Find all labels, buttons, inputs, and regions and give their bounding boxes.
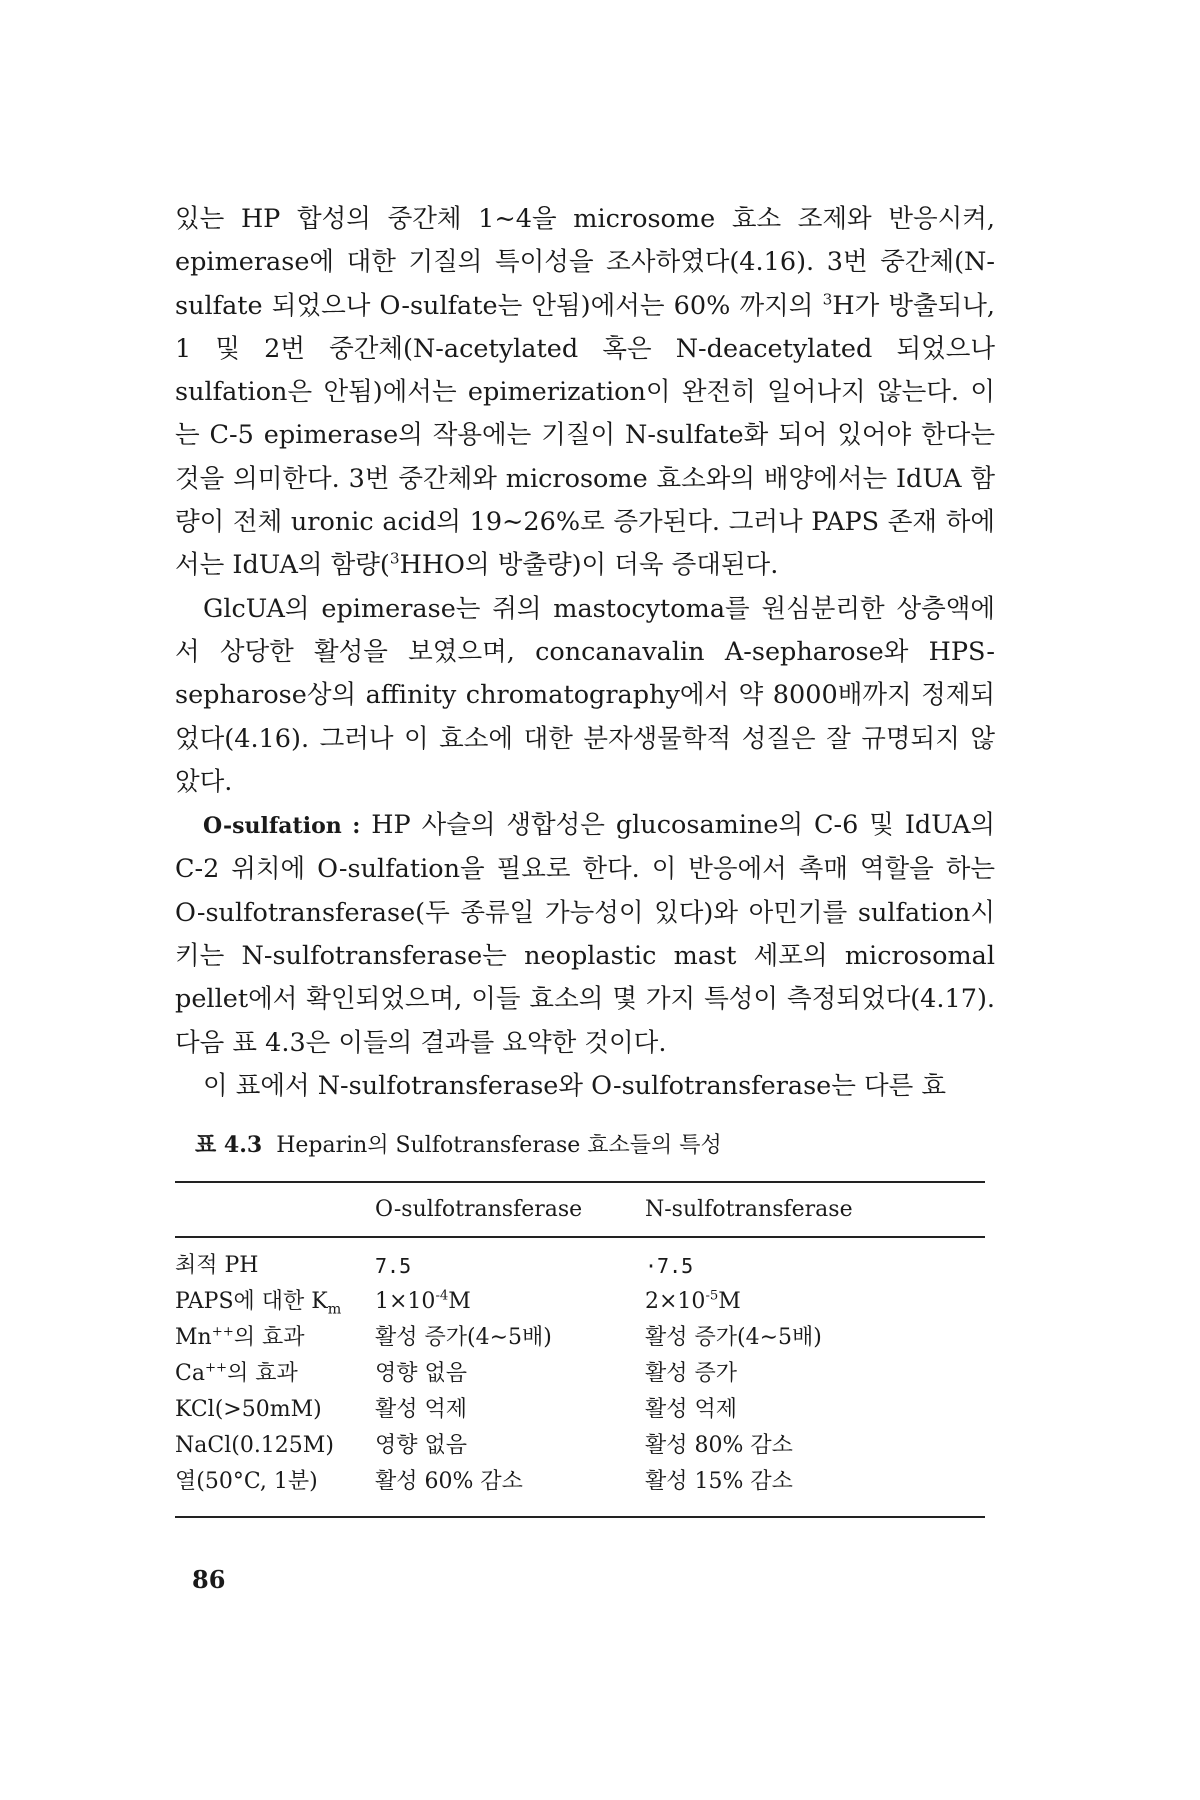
- table-header-empty: [175, 1182, 375, 1237]
- paragraph-epimerase-specificity: 있는 HP 합성의 중간체 1∼4을 microsome 효소 조제와 반응시켜, epimerase에 대한 기질의 특이성을 조사하였다(4.16). 3번 중간체(N-sulfate 되었으나 O-sulfate는 안됨)에서는 60% 까지의 $^3$H가 방출되나, 1 및 2번 중간체(N-acetylated 혹은 N-deacetylated 되었으나 sulfation은 안됨)에서는 epimerization이 완전히 일어나지 않는다. 이는 C-5 epimerase의 작용에는 기질이 N-sulfate화 되어 있어야 한다는 것을 의미한다. 3번 중간체와 microsome 효소와의 배양에서는 IdUA 함량이 전체 uronic acid의 19∼26%로 증가된다. 그러나 PAPS 존재 하에서는 IdUA의 함량($^3$HHO의 방출량)이 더욱 증대된다.: [175, 204, 996, 581]
- page-number: 86: [192, 1565, 226, 1594]
- paragraph-table-intro: 이 표에서 N-sulfotransferase와 O-sulfotransferase는 다른 효: [203, 1070, 947, 1101]
- table-row: KCl(>50mM) 활성 억제 활성 억제: [175, 1397, 738, 1423]
- paragraph-o-sulfation: O-sulfation : HP 사슬의 생합성은 glucosamine의 C-6 및 IdUA의 C-2 위치에 O-sulfation을 필요로 한다. 이 반응에서 촉매 역할을 하는 O-sulfotransferase(두 종류일 가능성이 있다)와 아민기를 sulfation시키는 N-sulfotransferase는 neoplastic mast 세포의 microsomal pellet에서 확인되었으며, 이들 효소의 몇 가지 특성이 측정되었다(4.17). 다음 표 4.3은 이들의 결과를 요약한 것이다.: [175, 810, 995, 1058]
- sulfotransferase-table: [175, 1181, 985, 1518]
- table-header-row: [175, 1182, 985, 1237]
- document-page: [175, 198, 995, 1518]
- paragraph-glcua-epimerase: GlcUA의 epimerase는 쥐의 mastocytoma를 원심분리한 상층액에서 상당한 활성을 보였으며, concanavalin A-sepharose와 HPS-sepharose상의 affinity chromatography에서 약 8000배까지 정제되었다(4.16). 그러나 이 효소에 대한 분자생물학적 성질은 잘 규명되지 않았다.: [175, 593, 995, 797]
- table-caption: [175, 1130, 995, 1161]
- section-heading-o-sulfation: O-sulfation :: [203, 813, 361, 840]
- table-row: NaCl(0.125M) 영향 없음 활성 80% 감소: [175, 1433, 793, 1459]
- table-number: 표 4.3: [195, 1132, 263, 1159]
- table-row: PAPS에 대한 $K_m$ $1\times 10^{-4}M$ $2\times 10^{-5}M$: [175, 1288, 741, 1318]
- table-row: Ca++의 효과 영향 없음 활성 증가: [175, 1360, 738, 1387]
- table-row: 최적 PH 7.5 ·7.5: [175, 1253, 694, 1279]
- table-title: Heparin의 Sulfotransferase 효소들의 특성: [276, 1133, 722, 1159]
- table-row: 열(50°C, 1분) 활성 60% 감소 활성 15% 감소: [175, 1464, 985, 1517]
- table-header-n: N-sulfotransferase: [645, 1182, 985, 1237]
- table-header-o: O-sulfotransferase: [375, 1182, 645, 1237]
- table-row: Mn++의 효과 활성 증가(4∼5배) 활성 증가(4∼5배): [175, 1324, 822, 1351]
